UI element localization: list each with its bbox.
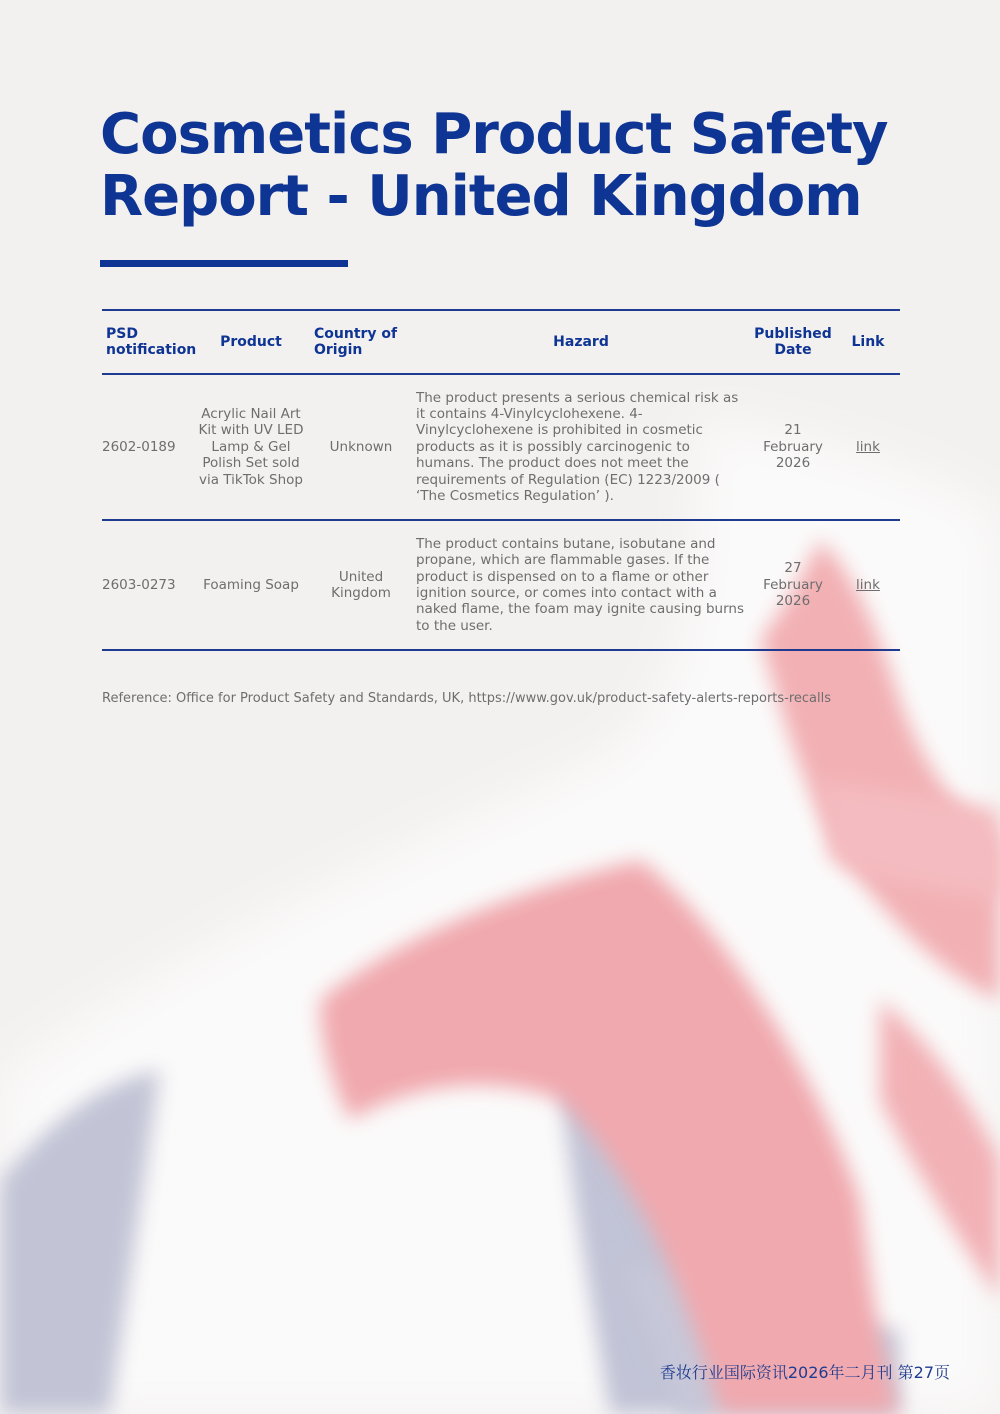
title-underline [100, 260, 348, 267]
psd-notification-cell: 2603-0273 [102, 520, 192, 650]
reference-note: Reference: Office for Product Safety and Standards, UK, https://www.gov.uk/product-safety-alerts-reports-recalls [102, 691, 832, 706]
country-cell: United Kingdom [310, 520, 412, 650]
psd-notification-cell: 2602-0189 [102, 374, 192, 520]
published-date-cell: 27 February 2026 [750, 520, 836, 650]
header-published-date: Published Date [750, 310, 836, 374]
link-cell [836, 374, 900, 520]
page-title: Cosmetics Product Safety Report - United Kingdom [100, 102, 888, 229]
hazard-cell: The product presents a serious chemical risk as it contains 4-Vinylcyclohexene. 4-Vinylcyclohexene is prohibited in cosmetic products as it is possibly carcinogenic to humans. The product does not meet the requirements of Regulation (EC) 1223/2009 ( ‘The Cosmetics Regulation’ ). [412, 374, 750, 520]
table-header-row [102, 310, 900, 374]
header-product: Product [192, 310, 310, 374]
published-date-cell: 21 February 2026 [750, 374, 836, 520]
product-cell: Foaming Soap [192, 520, 310, 650]
header-link: Link [836, 310, 900, 374]
table-row [102, 520, 900, 650]
page-footer: 香妆行业国际资讯2026年二月刊 第27页 [659, 1363, 950, 1382]
hazard-cell: The product contains butane, isobutane and propane, which are flammable gases. If the product is dispensed on to a flame or other ignition source, or comes into contact with a naked flame, the foam may ignite causing burns to the user. [412, 520, 750, 650]
table-row [102, 374, 900, 520]
report-link[interactable]: link [856, 576, 880, 593]
safety-report-table [102, 309, 900, 651]
country-cell: Unknown [310, 374, 412, 520]
product-cell: Acrylic Nail Art Kit with UV LED Lamp & Gel Polish Set sold via TikTok Shop [192, 374, 310, 520]
report-link[interactable]: link [856, 438, 880, 455]
header-country-of-origin: Country of Origin [310, 310, 412, 374]
header-psd-notification: PSD notification [102, 310, 192, 374]
header-hazard: Hazard [412, 310, 750, 374]
link-cell [836, 520, 900, 650]
